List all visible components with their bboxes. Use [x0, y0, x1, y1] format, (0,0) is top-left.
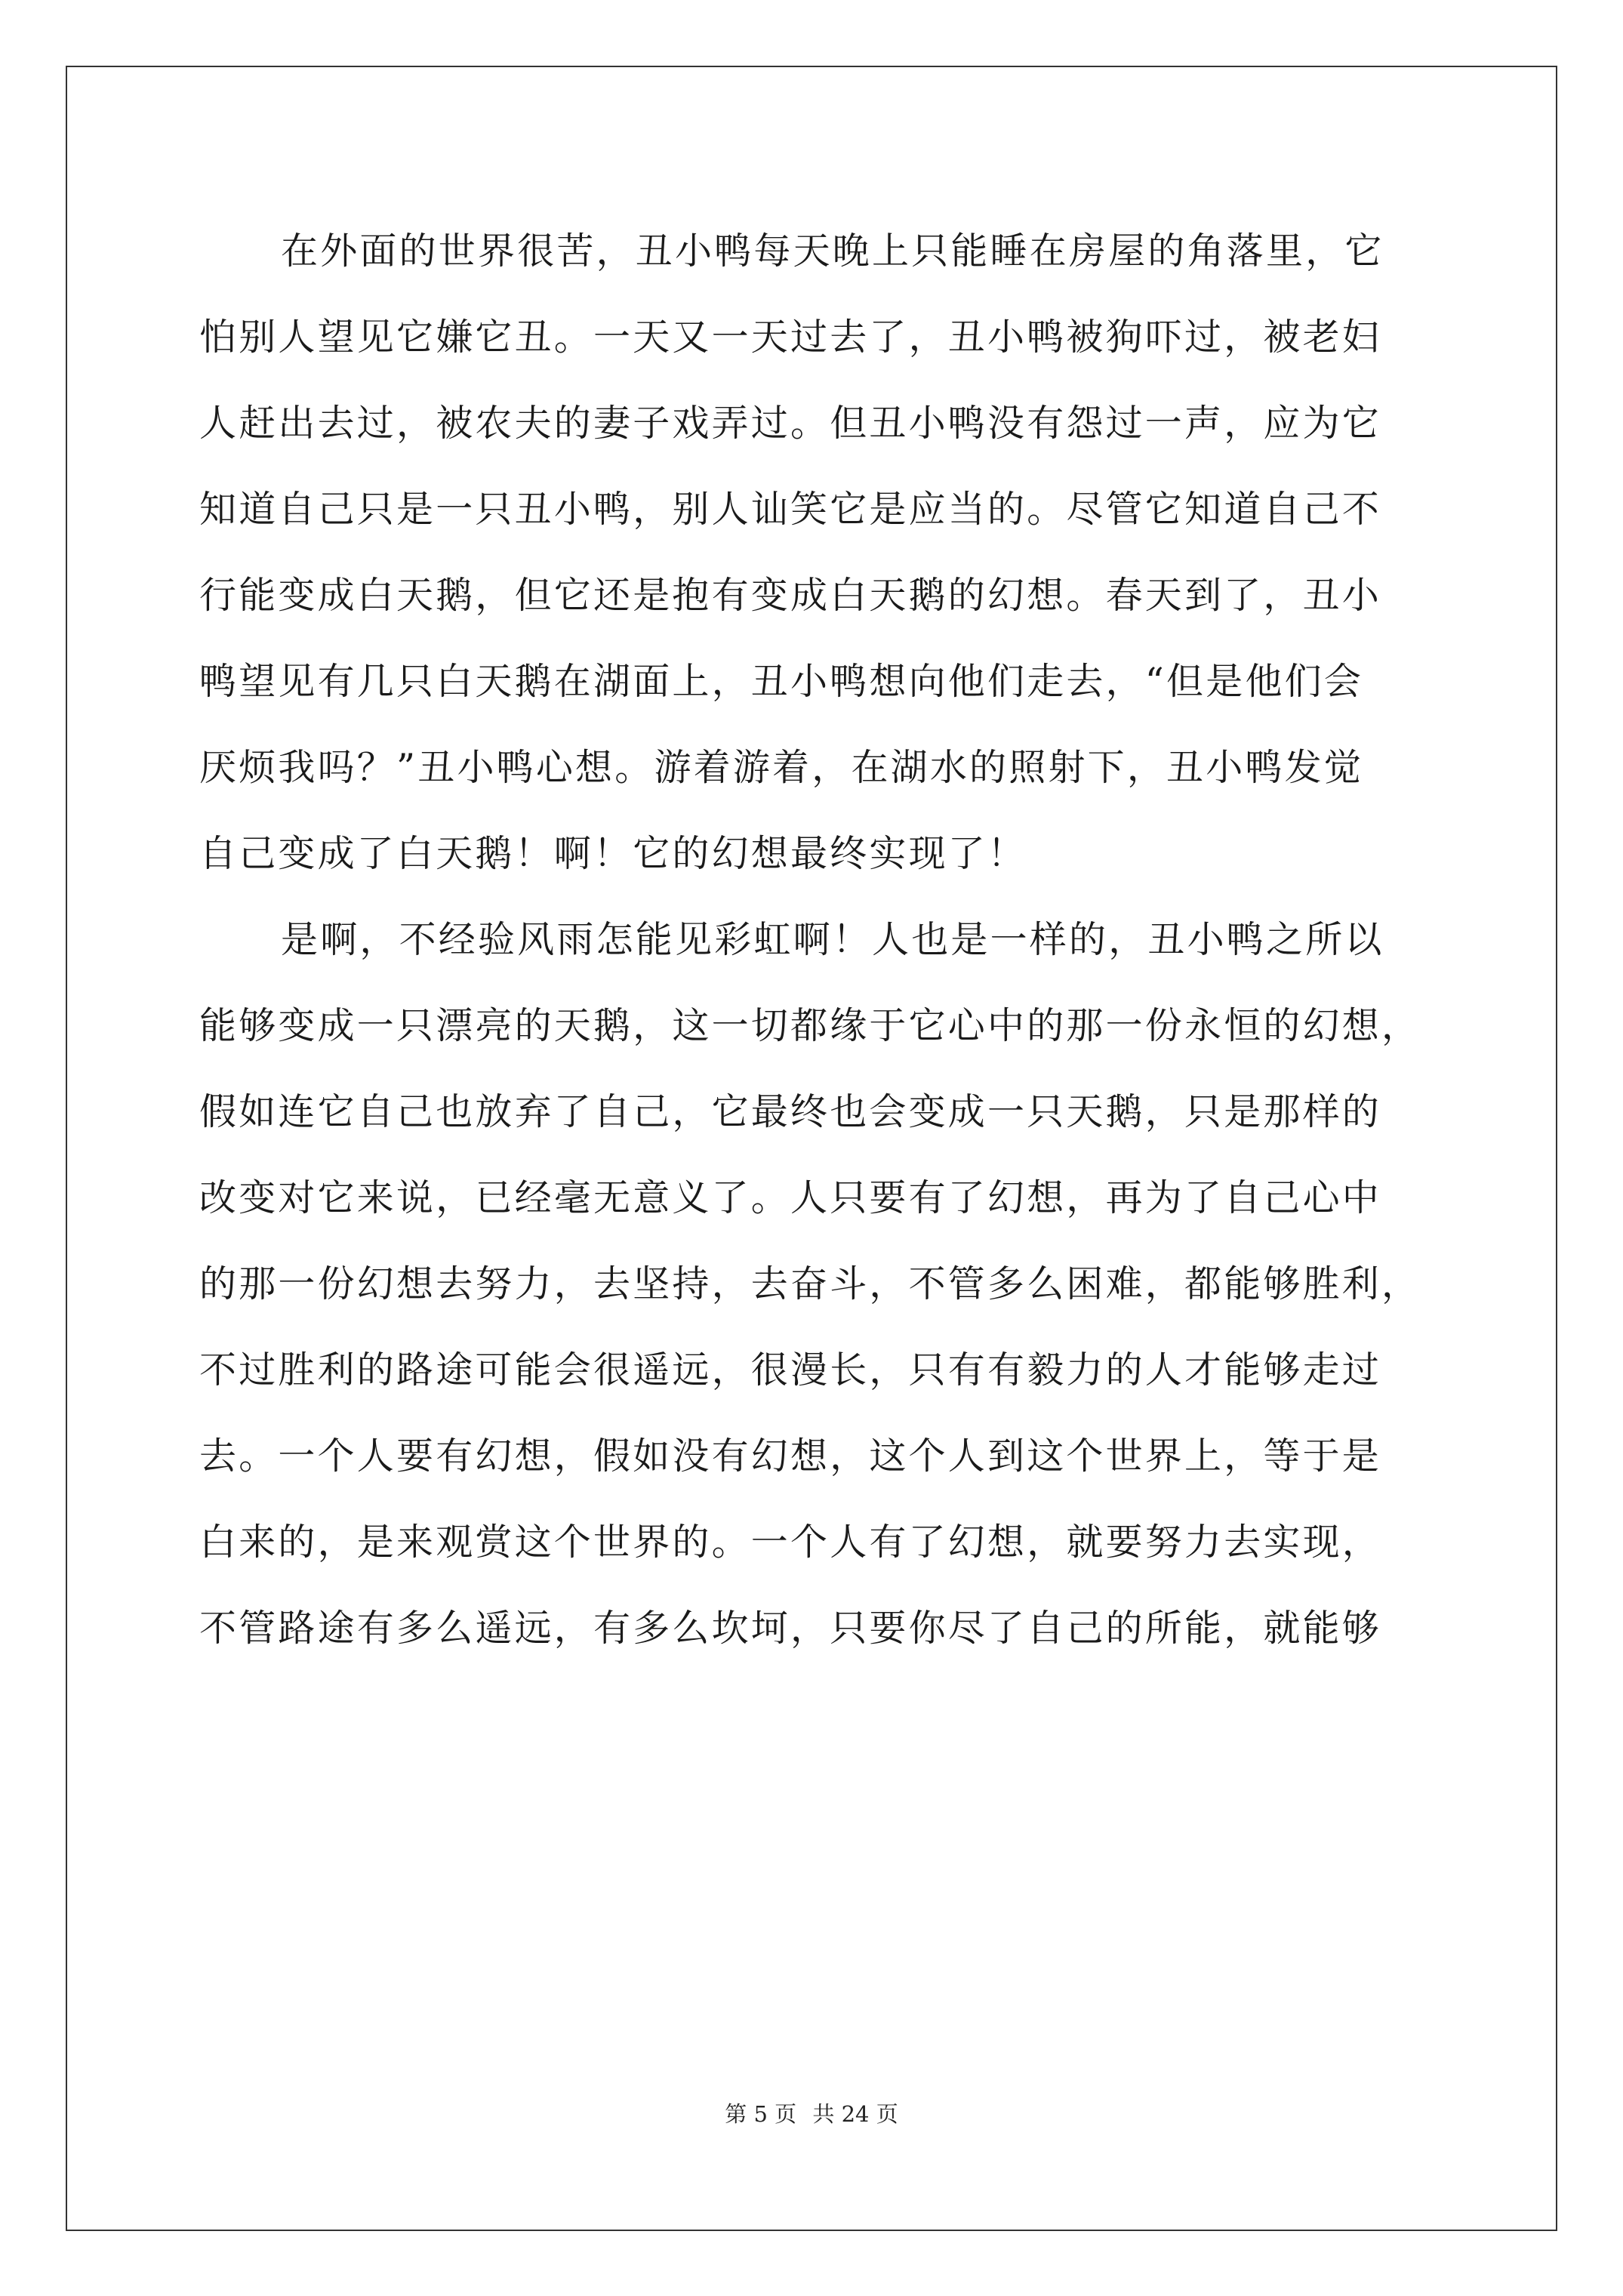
paragraph-2-line-8: 白来的，是来观赏这个世界的。一个人有了幻想，就要努力去实现，	[199, 1521, 1382, 1564]
paragraph-1-line-6: 鸭望见有几只白天鹅在湖面上，丑小鸭想向他们走去，“但是他们会	[199, 660, 1364, 703]
paragraph-1-line-2: 怕别人望见它嫌它丑。一天又一天过去了，丑小鸭被狗吓过，被老妇	[199, 316, 1382, 359]
page-footer	[0, 2099, 1623, 2129]
paragraph-2-line-1: 是啊，不经验风雨怎能见彩虹啊！人也是一样的，丑小鸭之所以	[281, 918, 1384, 961]
paragraph-1-line-8: 自己变成了白天鹅！啊！它的幻想最终实现了！	[199, 832, 1027, 875]
paragraph-1-line-4: 知道自己只是一只丑小鸭，别人讪笑它是应当的。尽管它知道自己不	[199, 488, 1382, 531]
page-number: 第 5 页	[725, 2101, 797, 2127]
paragraph-1-line-5: 行能变成白天鹅，但它还是抱有变成白天鹅的幻想。春天到了，丑小	[199, 574, 1382, 617]
page-total: 共 24 页	[812, 2101, 898, 2127]
paragraph-2-line-4: 改变对它来说，已经毫无意义了。人只要有了幻想，再为了自己心中	[199, 1176, 1382, 1219]
paragraph-2-line-3: 假如连它自己也放弃了自己，它最终也会变成一只天鹅，只是那样的	[199, 1090, 1382, 1133]
paragraph-1-line-3: 人赶出去过，被农夫的妻子戏弄过。但丑小鸭没有怨过一声，应为它	[199, 402, 1382, 445]
paragraph-2-line-7: 去。一个人要有幻想，假如没有幻想，这个人到这个世界上，等于是	[199, 1435, 1382, 1478]
paragraph-1-line-7: 厌烦我吗？”丑小鸭心想。游着游着，在湖水的照射下，丑小鸭发觉	[199, 746, 1364, 789]
paragraph-2-line-2: 能够变成一只漂亮的天鹅，这一切都缘于它心中的那一份永恒的幻想，	[199, 1004, 1421, 1047]
paragraph-2-line-5: 的那一份幻想去努力，去坚持，去奋斗，不管多么困难，都能够胜利，	[199, 1262, 1421, 1305]
paragraph-2-line-9: 不管路途有多么遥远，有多么坎坷，只要你尽了自己的所能，就能够	[199, 1607, 1382, 1650]
paragraph-1-line-1: 在外面的世界很苦，丑小鸭每天晚上只能睡在房屋的角落里，它	[281, 230, 1384, 273]
paragraph-2-line-6: 不过胜利的路途可能会很遥远，很漫长，只有有毅力的人才能够走过	[199, 1348, 1382, 1391]
document-body	[199, 208, 1437, 1672]
